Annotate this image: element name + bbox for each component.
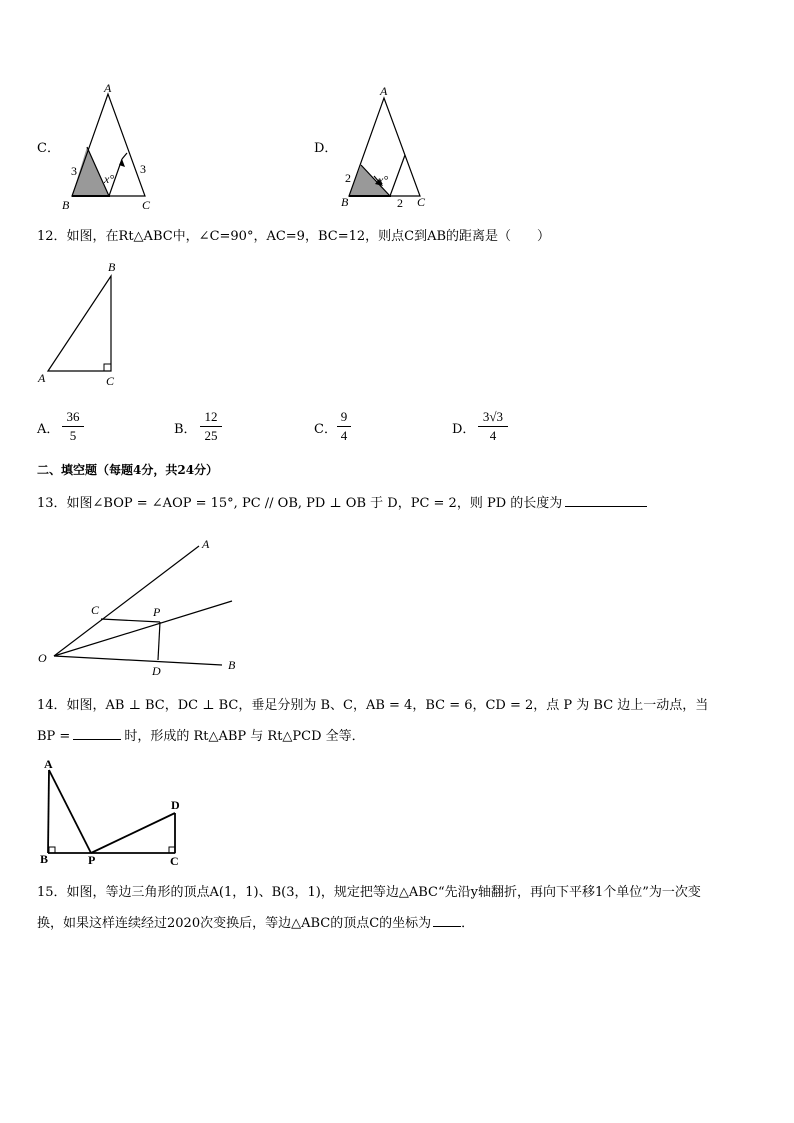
- right-angle-mark: [104, 364, 111, 371]
- q12-option-a-fraction[interactable]: [62, 409, 84, 444]
- ray-op: [54, 601, 232, 656]
- q13-stem: [37, 494, 647, 514]
- angle-x: x°: [378, 173, 389, 187]
- numerator: 3√3: [482, 409, 504, 424]
- q12-option-d-label[interactable]: D．: [452, 422, 476, 437]
- q11-option-c-label[interactable]: C．: [37, 141, 60, 156]
- numerator: 36: [66, 409, 80, 424]
- segment-ab: [48, 770, 49, 853]
- q11-option-c-figure: [60, 81, 170, 215]
- q15-line1: 15．如图，等边三角形的顶点A(1，1)、B(3，1)，规定把等边△ABC“先沿y轴翻折，再向下平移1个单位”为一次变: [37, 885, 701, 900]
- vertex-c: C: [106, 374, 115, 388]
- numerator: 12: [204, 409, 218, 424]
- point-c: C: [170, 854, 179, 868]
- q12-option-c-fraction[interactable]: [337, 409, 351, 444]
- q14-line2-post: 时，形成的 Rt△ABP 与 Rt△PCD 全等．: [124, 729, 365, 744]
- q12-option-b-label[interactable]: B．: [174, 422, 197, 437]
- vertex-a: A: [380, 84, 388, 98]
- q15-line2-text: 换，如果这样连续经过2020次变换后，等边△ABC的顶点C的坐标为: [37, 916, 432, 931]
- point-o: O: [38, 651, 47, 665]
- angle-x: x°: [104, 172, 115, 186]
- q15-answer-blank[interactable]: [433, 926, 461, 927]
- q14-line2: [37, 727, 365, 747]
- ray-oa: [54, 546, 199, 656]
- ray-ob: [54, 656, 222, 665]
- point-d: D: [171, 798, 180, 812]
- q13-figure: [36, 534, 246, 678]
- q12-option-a-label[interactable]: A．: [37, 422, 60, 437]
- section-heading-fill-in: 二、填空题（每题4分，共24分）: [37, 463, 219, 477]
- segment-pd: [91, 813, 175, 853]
- q15-line2-end: ．: [461, 916, 475, 931]
- q14-line2-pre: BP =: [37, 729, 71, 744]
- denominator: 5: [69, 428, 77, 443]
- q13-stem-text: 13．如图∠BOP = ∠AOP = 15°, PC // OB, PD ⊥ OB 于 D，PC = 2，则 PD 的长度为: [37, 496, 563, 511]
- point-a: A: [44, 757, 53, 771]
- side-left-length: 2: [345, 171, 351, 185]
- denominator: 4: [340, 428, 348, 443]
- vertex-b: B: [108, 260, 116, 274]
- q14-answer-blank[interactable]: [73, 739, 121, 740]
- q15-line2: [37, 914, 474, 934]
- denominator: 25: [204, 428, 218, 443]
- segment-fold-3: [122, 153, 127, 159]
- segment-pc: [101, 619, 160, 622]
- point-p: P: [88, 853, 96, 867]
- segment-pd: [158, 622, 160, 660]
- side-left-length: 3: [71, 164, 77, 178]
- point-a: A: [202, 537, 210, 551]
- right-triangle: [48, 276, 111, 371]
- vertex-b: B: [341, 195, 349, 209]
- q13-answer-blank[interactable]: [565, 506, 647, 507]
- q14-line1: 14．如图，AB ⊥ BC，DC ⊥ BC，垂足分别为 B、C，AB = 4，BC = 6，CD = 2，点 P 为 BC 边上一动点，当: [37, 698, 709, 713]
- vertex-c: C: [417, 195, 426, 209]
- vertex-b: B: [62, 198, 70, 212]
- side-right-length: 3: [140, 162, 146, 176]
- point-b: B: [40, 852, 49, 866]
- q14-figure: [36, 758, 196, 870]
- denominator: 4: [489, 428, 497, 443]
- vertex-a: A: [38, 371, 46, 385]
- vertex-a: A: [104, 81, 112, 95]
- right-angle-b: [49, 847, 55, 853]
- q12-option-b-fraction[interactable]: [200, 409, 222, 444]
- q12-option-d-fraction[interactable]: [478, 409, 508, 444]
- side-bottom-length: 2: [397, 196, 403, 210]
- q12-stem: 12．如图，在Rt△ABC中，∠C=90°，AC=9，BC=12，则点C到AB的距离是（ ）: [37, 229, 551, 244]
- q12-option-c-label[interactable]: C．: [314, 422, 337, 437]
- segment-ap: [49, 770, 91, 853]
- point-d: D: [152, 664, 161, 678]
- q11-option-d-label[interactable]: D．: [314, 141, 338, 156]
- q11-option-d-figure: [338, 84, 438, 213]
- point-b: B: [228, 658, 236, 672]
- q12-figure: [36, 258, 126, 388]
- vertex-c: C: [142, 198, 151, 212]
- numerator: 9: [340, 409, 348, 424]
- point-p: P: [153, 605, 161, 619]
- segment-fold-2: [390, 155, 405, 196]
- point-c: C: [91, 603, 100, 617]
